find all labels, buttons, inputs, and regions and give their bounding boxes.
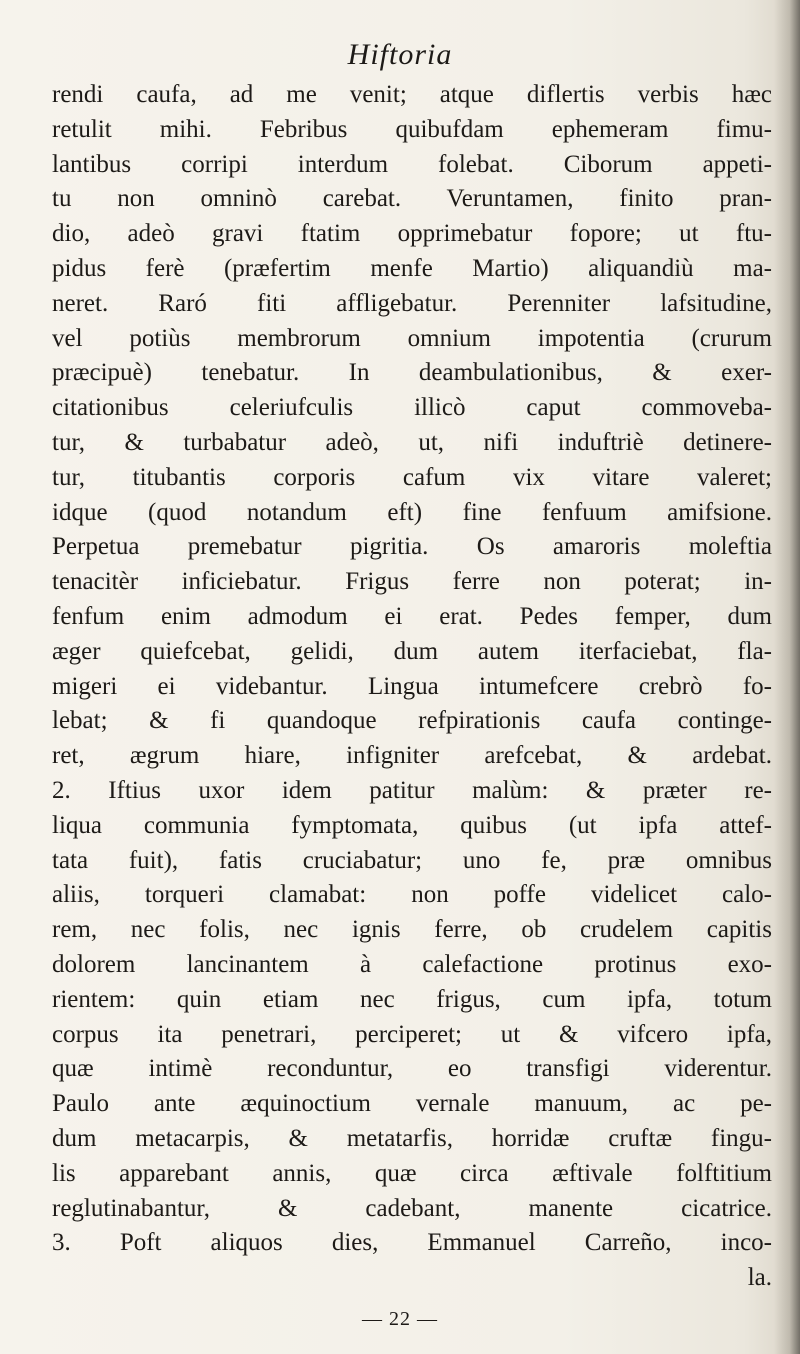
text-line: liqua communia fymptomata, quibus (ut ipfa attef- xyxy=(52,811,772,839)
text-line: lis apparebant annis, quæ circa æftivale folftitium xyxy=(52,1159,772,1187)
text-line: citationibus celeriufculis illicò caput commoveba- xyxy=(52,394,772,422)
text-line: dum metacarpis, & metatarfis, horridæ cruftæ fingu- xyxy=(52,1124,772,1152)
text-line: tata fuit), fatis cruciabatur; uno fe, præ omnibus xyxy=(52,846,772,874)
text-line: 2. Iftius uxor idem patitur malùm: & præter re- xyxy=(52,776,772,804)
text-line: lebat; & fi quandoque refpirationis caufa continge- xyxy=(52,707,772,735)
text-line: rendi caufa, ad me venit; atque diflertis verbis hæc xyxy=(52,81,772,108)
text-line: quæ intimè reconduntur, eo transfigi viderentur. xyxy=(52,1055,772,1083)
text-line: retulit mihi. Febribus quibufdam ephemeram fimu- xyxy=(52,115,772,143)
text-line: fenfum enim admodum ei erat. Pedes femper, dum xyxy=(52,602,772,630)
page-edge-shadow xyxy=(774,0,800,1354)
text-line: aliis, torqueri clamabat: non poffe videlicet calo- xyxy=(52,881,772,909)
text-line: rem, nec folis, nec ignis ferre, ob crudelem capitis xyxy=(52,916,772,944)
text-line: tur, & turbabatur adeò, ut, nifi induftriè detinere- xyxy=(52,428,772,456)
text-line: ret, ægrum hiare, infigniter arefcebat, & ardebat. xyxy=(52,742,772,770)
text-line: migeri ei videbantur. Lingua intumefcere crebrò fo- xyxy=(52,672,772,700)
text-line: vel potiùs membrorum omnium impotentia (crurum xyxy=(52,324,772,352)
page-number: — 22 — xyxy=(362,1308,438,1330)
text-line: 3. Poft aliquos dies, Emmanuel Carreño, inco- xyxy=(52,1229,772,1257)
text-line: dio, adeò gravi ftatim opprimebatur fopore; ut ftu- xyxy=(52,220,772,248)
text-line: Perpetua premebatur pigritia. Os amaroris moleftia xyxy=(52,533,772,561)
text-line: Paulo ante æquinoctium vernale manuum, ac pe- xyxy=(52,1090,772,1118)
text-line: æger quiefcebat, gelidi, dum autem iterfaciebat, fla- xyxy=(52,637,772,665)
text-line: dolorem lancinantem à calefactione protinus exo- xyxy=(52,950,772,978)
text-line: corpus ita penetrari, perciperet; ut & vifcero ipfa, xyxy=(52,1020,772,1048)
text-line: lantibus corripi interdum folebat. Ciborum appeti- xyxy=(52,150,772,178)
text-line: neret. Raró fiti affligebatur. Perenniter lafsitudine, xyxy=(52,289,772,317)
text-line: reglutinabantur, & cadebant, manente cicatrice. xyxy=(52,1194,772,1222)
text-line: præcipuè) tenebatur. In deambulationibus, & exer- xyxy=(52,359,772,387)
text-line: tu non omninò carebat. Veruntamen, finito pran- xyxy=(52,185,772,213)
text-line: tenacitèr inficiebatur. Frigus ferre non poterat; in- xyxy=(52,568,772,596)
text-line: idque (quod notandum eft) fine fenfuum amifsione. xyxy=(52,498,772,526)
text-line: tur, titubantis corporis cafum vix vitare valeret; xyxy=(52,463,772,491)
text-line: rientem: quin etiam nec frigus, cum ipfa, totum xyxy=(52,985,772,1013)
catchword: la. xyxy=(747,1264,772,1292)
text-line: pidus ferè (præfertim menfe Martio) aliquandiù ma- xyxy=(52,254,772,282)
running-head: Hiftoria xyxy=(347,38,453,71)
body-text xyxy=(52,78,772,1296)
